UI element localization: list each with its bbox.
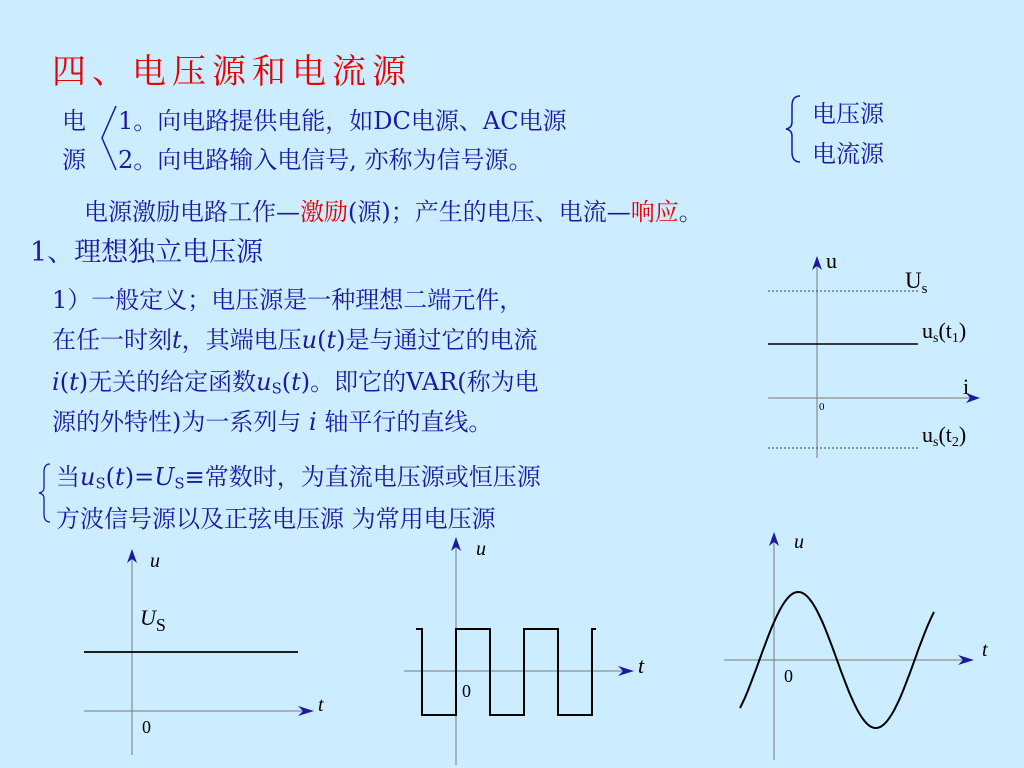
definition-line-1: 1）一般定义；电压源是一种理想二端元件，: [52, 286, 524, 314]
small-brace-icon: [38, 462, 54, 524]
var-graph: [760, 248, 1000, 458]
excitation-prefix: 电源激励电路工作—: [84, 198, 300, 226]
curly-brace-icon: [784, 94, 806, 164]
definition-line-4: 源的外特性)为一系列与 i 轴平行的直线。: [52, 408, 493, 436]
square-waveform-graph: [400, 535, 660, 765]
sine-axis-t-label: t: [982, 639, 988, 661]
dc-origin-label: 0: [142, 717, 151, 737]
sine-waveform-graph: [720, 530, 1000, 760]
excitation-suffix: 。: [678, 198, 703, 226]
sine-origin-label: 0: [784, 666, 793, 686]
power-label-bottom: 源: [62, 146, 86, 174]
square-origin-label: 0: [462, 681, 471, 701]
us-t1-label: us(t1): [922, 318, 967, 346]
sine-axis-u-label: u: [794, 531, 804, 553]
var-origin-label: 0: [819, 401, 825, 413]
square-axis-u-label: u: [476, 538, 486, 560]
slide-title: 四、电压源和电流源: [52, 52, 412, 92]
dc-axis-u-label: u: [150, 550, 160, 572]
square-wave-line: [416, 629, 596, 715]
excitation-middle: (源)；产生的电压、电流—: [348, 198, 631, 226]
us-t2-label: us(t2): [922, 422, 967, 450]
current-source-type: 电流源: [812, 140, 884, 168]
var-axis-u-label: u: [826, 248, 837, 273]
power-line-1: 1。向电路提供电能，如DC电源、AC电源: [118, 107, 567, 135]
us-label: $U_s$: [905, 268, 928, 297]
response-word: 响应: [630, 198, 679, 226]
var-axis-i-label: i: [963, 374, 970, 399]
waveform-source-line: 方波信号源以及正弦电压源 为常用电压源: [56, 505, 496, 533]
power-line-2: 2。向电路输入电信号, 亦称为信号源。: [118, 146, 533, 174]
definition-line-2: 在任一时刻t，其端电压u(t)是与通过它的电流: [52, 326, 538, 354]
power-label-top: 电: [62, 107, 86, 135]
definition-line-3: i(t)无关的给定函数$u_S(t)$。即它的VAR(称为电: [52, 368, 539, 398]
excitation-word: 激励: [300, 198, 348, 226]
dc-source-line: 当$u_S(t)=U_S\equiv$常数时，为直流电压源或恒压源: [56, 463, 541, 493]
section-heading: 1、理想独立电压源: [30, 237, 264, 268]
dc-us-label: $U_S$: [140, 605, 166, 635]
dc-axis-t-label: t: [318, 694, 324, 716]
square-axis-t-label: t: [638, 653, 645, 678]
excitation-line: [84, 192, 703, 227]
dc-waveform-graph: [80, 545, 340, 755]
voltage-source-type: 电压源: [812, 100, 884, 128]
